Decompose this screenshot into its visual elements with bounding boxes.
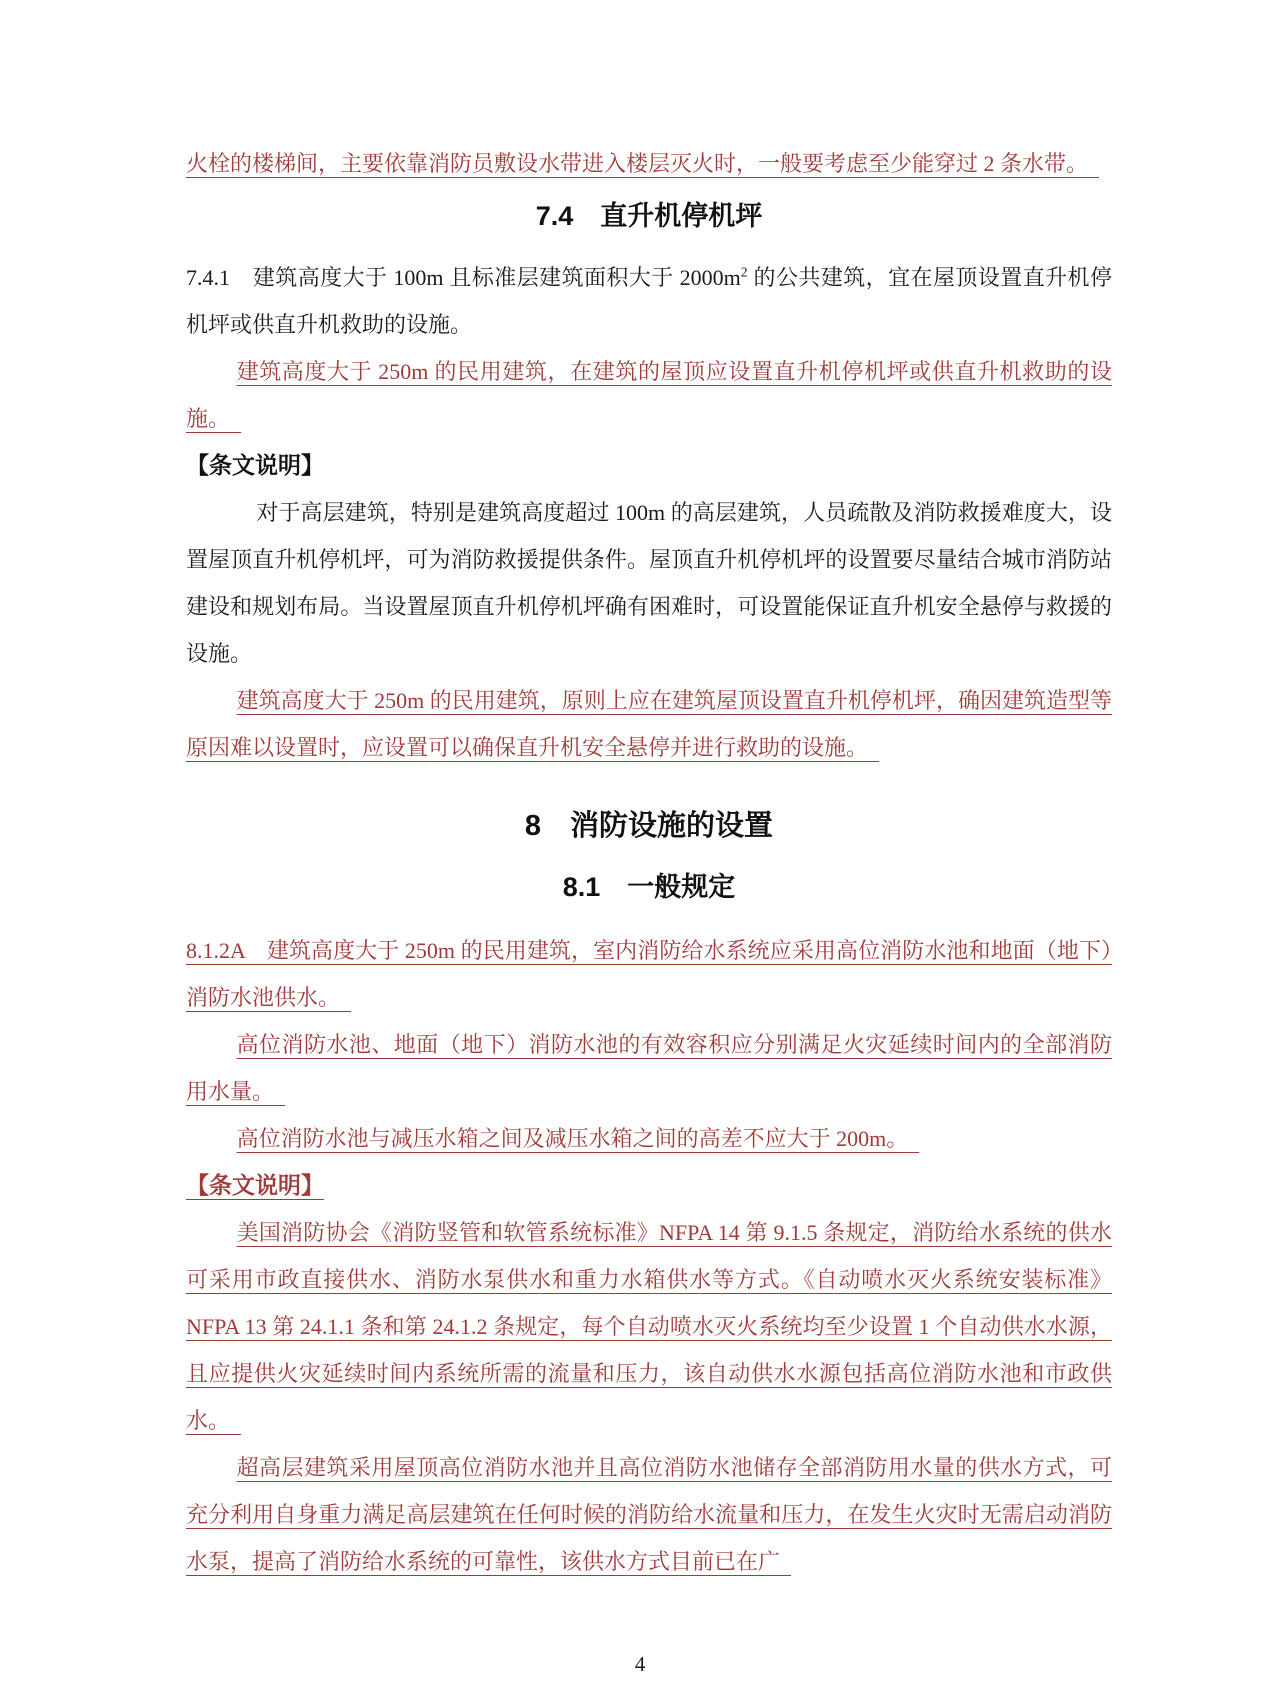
clause-7-4-1-text-end: 的公共建筑，宜在屋顶设置直升机停机坪或供直升机救助的设施。 bbox=[186, 265, 1112, 337]
carryover-revision-paragraph: 火栓的楼梯间，主要依靠消防员敷设水带进入楼层灭火时，一般要考虑至少能穿过 2 条水带。 bbox=[186, 151, 1089, 176]
clause-7-4-1-text-start: 7.4.1 建筑高度大于 100m 且标准层建筑面积大于 2000m bbox=[186, 265, 741, 290]
explanation-paragraph-7-4-1: 对于高层建筑，特别是建筑高度超过 100m 的高层建筑，人员疏散及消防救援难度大，设置屋顶直升机停机坪，可为消防救援提供条件。屋顶直升机停机坪的设置要尽量结合城市消防站建设和规划布局。当设置屋顶直升机停机坪确有困难时，可设置能保证直升机安全悬停与救援的设施。 bbox=[186, 500, 1112, 666]
section-heading-8-1: 8.1 一般规定 bbox=[562, 872, 736, 902]
clause-8-1-2A-paragraph-2: 高位消防水池、地面（地下）消防水池的有效容积应分别满足火灾延续时间内的全部消防用水量。 bbox=[186, 1032, 1112, 1104]
chapter-heading-8: 8 消防设施的设置 bbox=[524, 810, 774, 842]
explanation-label-2: 【条文说明】 bbox=[186, 1172, 324, 1198]
section-heading-7-4: 7.4 直升机停机坪 bbox=[535, 201, 763, 231]
explanation-label-1: 【条文说明】 bbox=[186, 452, 324, 478]
clause-8-1-2A-paragraph-1: 8.1.2A 建筑高度大于 250m 的民用建筑，室内消防给水系统应采用高位消防水池和地面（地下）消防水池供水。 bbox=[186, 938, 1112, 1010]
revision-paragraph-7-4-1: 建筑高度大于 250m 的民用建筑，在建筑的屋顶应设置直升机停机坪或供直升机救助的设施。 bbox=[186, 359, 1112, 431]
clause-7-4-1-paragraph bbox=[186, 254, 1112, 348]
explanation-paragraph-8-1-2A-2: 超高层建筑采用屋顶高位消防水池并且高位消防水池储存全部消防用水量的供水方式，可充分利用自身重力满足高层建筑在任何时候的消防给水流量和压力，在发生火灾时无需启动消防水泵，提高了消防给水系统的可靠性，该供水方式目前已在广 bbox=[186, 1455, 1112, 1574]
explanation-paragraph-8-1-2A-1: 美国消防协会《消防竖管和软管系统标准》NFPA 14 第 9.1.5 条规定，消防给水系统的供水可采用市政直接供水、消防水泵供水和重力水箱供水等方式。《自动喷水灭火系统安装标准》NFPA 13 第 24.1.1 条和第 24.1.2 条规定，每个自动喷水灭火系统均至少设置 1 个自动供水水源，且应提供火灾延续时间内系统所需的流量和压力，该自动供水水源包括高位消防水池和市政供水。 bbox=[186, 1220, 1112, 1433]
revision-explanation-paragraph-7-4-1: 建筑高度大于 250m 的民用建筑，原则上应在建筑屋顶设置直升机停机坪，确因建筑造型等原因难以设置时，应设置可以确保直升机安全悬停并进行救助的设施。 bbox=[186, 688, 1112, 760]
squared-superscript: 2 bbox=[740, 264, 748, 280]
page-number: 4 bbox=[634, 1652, 646, 1676]
clause-8-1-2A-paragraph-3: 高位消防水池与减压水箱之间及减压水箱之间的高差不应大于 200m。 bbox=[236, 1126, 909, 1151]
